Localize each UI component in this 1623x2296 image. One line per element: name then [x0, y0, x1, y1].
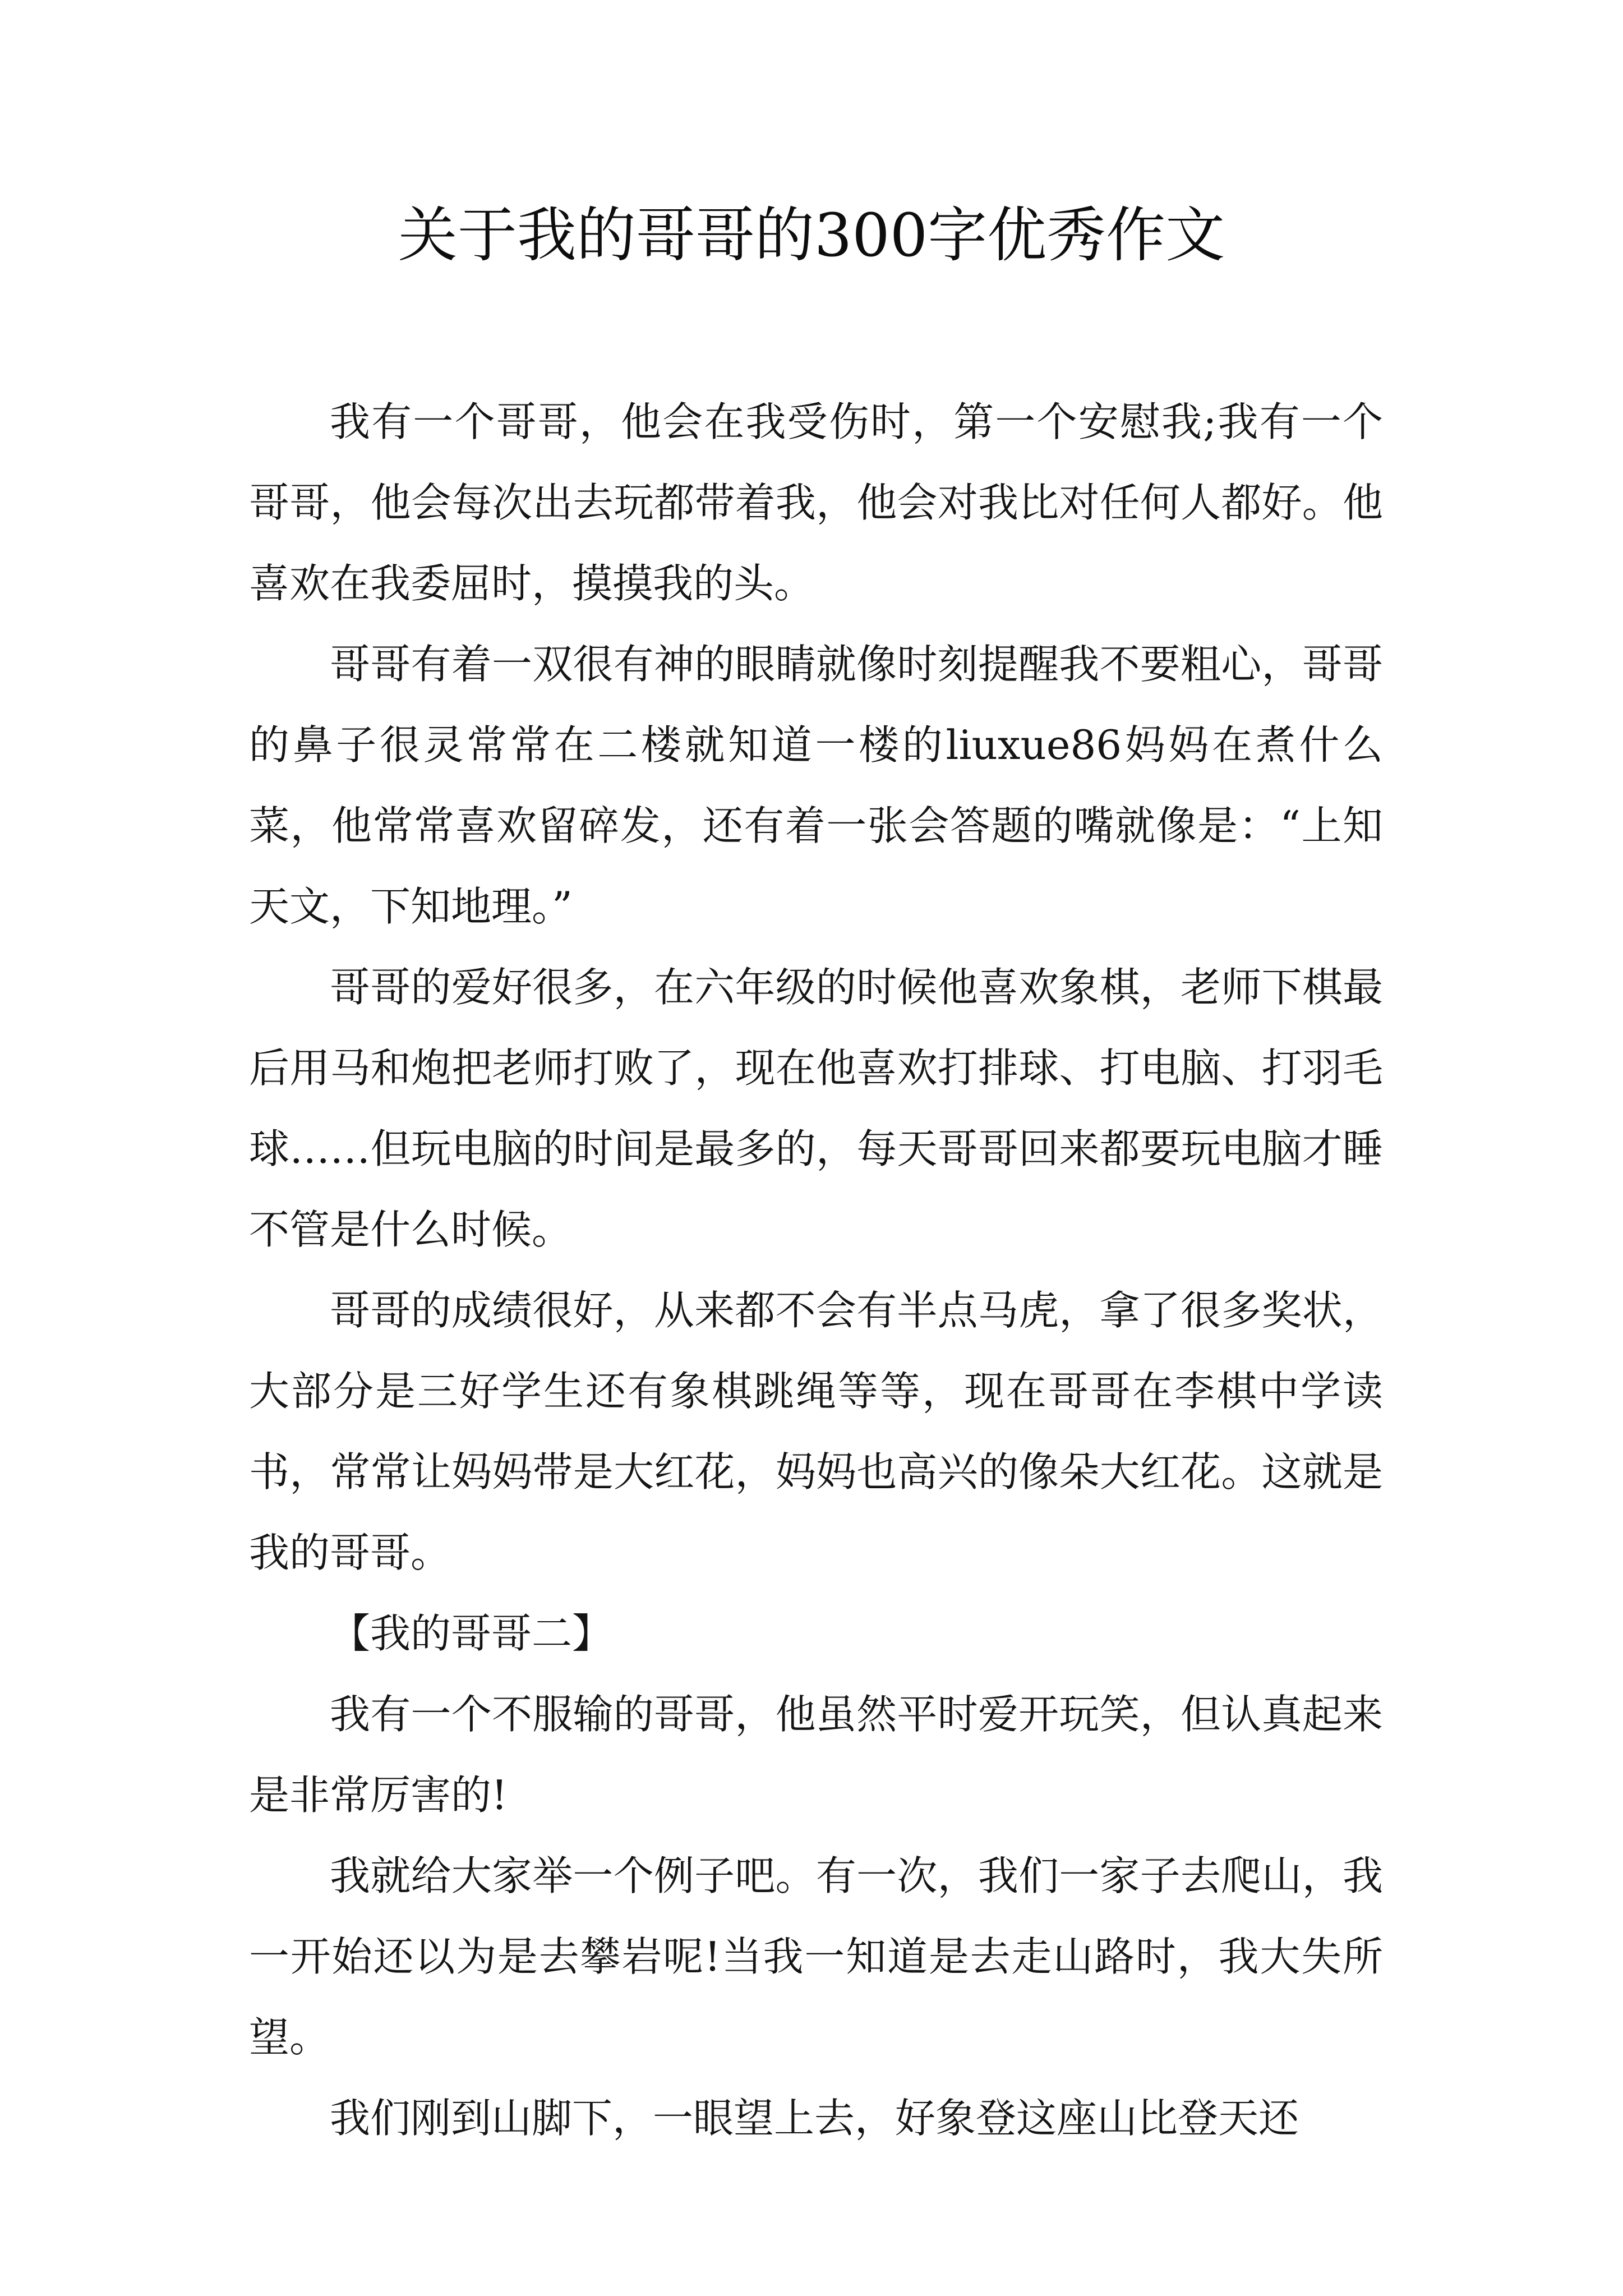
paragraph-6: 我就给大家举一个例子吧。有一次，我们一家子去爬山，我一开始还以为是去攀岩呢!当我一知道是去走山路时，我大失所望。 [249, 1852, 1383, 2061]
paragraph-5: 我有一个不服输的哥哥，他虽然平时爱开玩笑，但认真起来是非常厉害的! [249, 1691, 1383, 1819]
section-heading: 【我的哥哥二】 [330, 1610, 613, 1657]
document-title: 关于我的哥哥的300字优秀作文 [398, 201, 1225, 270]
paragraph-3: 哥哥的爱好很多，在六年级的时候他喜欢象棋，老师下棋最后用马和炮把老师打败了，现在他喜欢打排球、打电脑、打羽毛球……但玩电脑的时间是最多的，每天哥哥回来都要玩电脑才睡不管是什么时候。 [249, 964, 1383, 1253]
paragraph-7: 我们刚到山脚下，一眼望上去，好象登这座山比登天还 [330, 2095, 1299, 2142]
paragraph-1: 我有一个哥哥，他会在我受伤时，第一个安慰我;我有一个哥哥，他会每次出去玩都带着我，他会对我比对任何人都好。他喜欢在我委屈时，摸摸我的头。 [249, 398, 1383, 607]
document-body [249, 381, 1383, 2159]
paragraph-4: 哥哥的成绩很好，从来都不会有半点马虎，拿了很多奖状，大部分是三好学生还有象棋跳绳等等，现在哥哥在李棋中学读书，常常让妈妈带是大红花，妈妈也高兴的像朵大红花。这就是我的哥哥。 [249, 1287, 1383, 1576]
paragraph-2: 哥哥有着一双很有神的眼睛就像时刻提醒我不要粗心，哥哥的鼻子很灵常常在二楼就知道一楼的liuxue86妈妈在煮什么菜，他常常喜欢留碎发，还有着一张会答题的嘴就像是：“上知天文，下知地理。” [249, 641, 1383, 930]
